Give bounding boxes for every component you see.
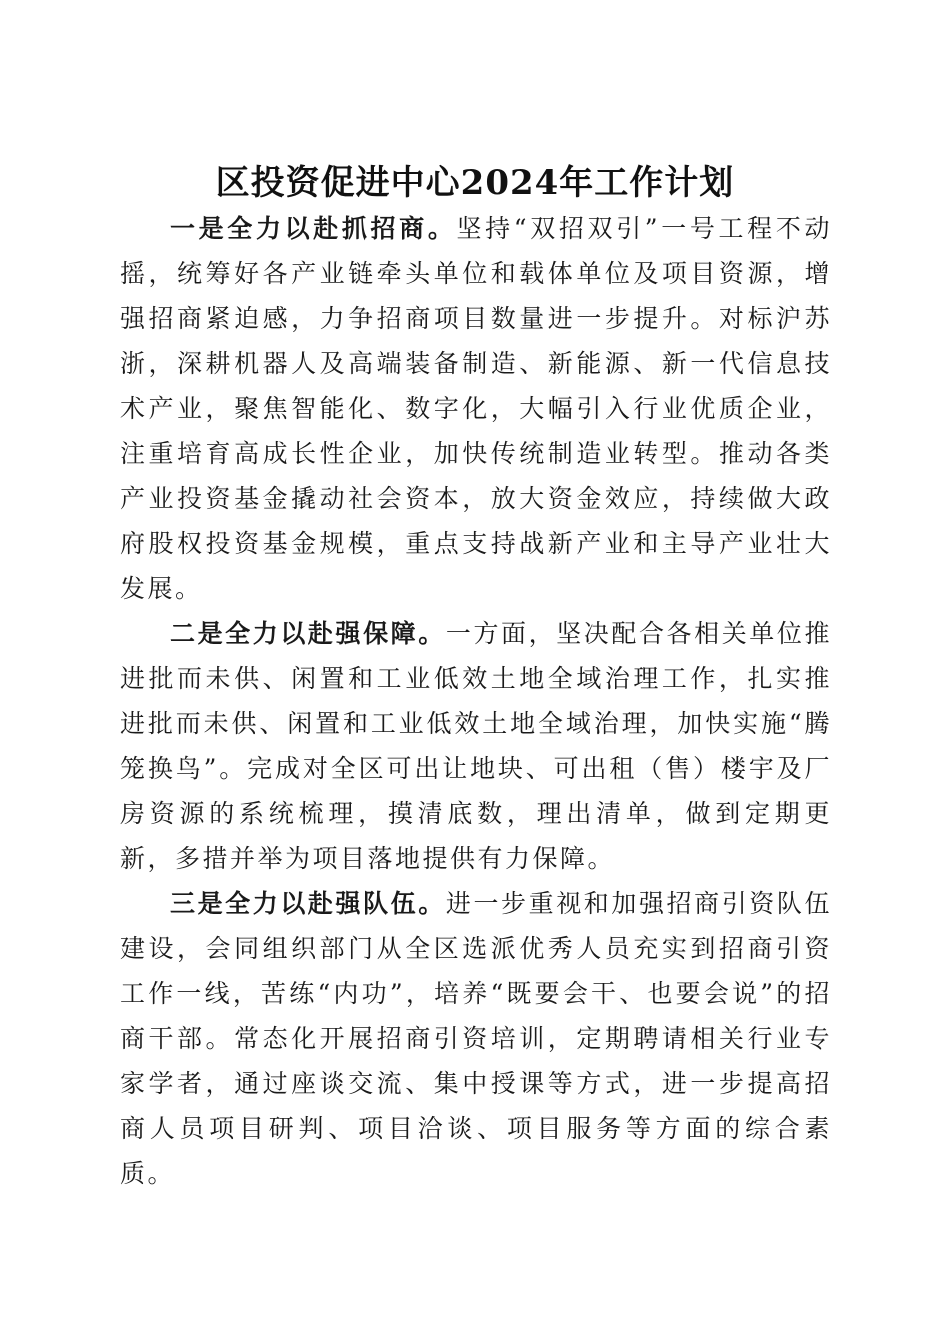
paragraph-lead: 三是全力以赴强队伍。 bbox=[170, 889, 446, 918]
document-body bbox=[120, 206, 832, 1196]
paragraph-recruit-investment bbox=[120, 206, 832, 611]
paragraph-text: 坚持“双招双引”一号工程不动摇，统筹好各产业链牵头单位和载体单位及项目资源，增强招商紧迫感，力争招商项目数量进一步提升。对标沪苏浙，深耕机器人及高端装备制造、新能源、新一代信息技术产业，聚焦智能化、数字化，大幅引入行业优质企业，注重培育高成长性企业，加快传统制造业转型。推动各类产业投资基金撬动社会资本，放大资金效应，持续做大政府股权投资基金规模，重点支持战新产业和主导产业壮大发展。 bbox=[120, 214, 832, 603]
document-title: 区投资促进中心2024年工作计划 bbox=[215, 162, 735, 203]
paragraph-strengthen-support bbox=[120, 611, 832, 881]
paragraph-lead: 二是全力以赴强保障。 bbox=[170, 619, 446, 648]
paragraph-lead: 一是全力以赴抓招商。 bbox=[170, 214, 457, 243]
paragraph-strengthen-team bbox=[120, 881, 832, 1196]
paragraph-text: 一方面，坚决配合各相关单位推进批而未供、闲置和工业低效土地全域治理工作，扎实推进批而未供、闲置和工业低效土地全域治理，加快实施“腾笼换鸟”。完成对全区可出让地块、可出租（售）楼宇及厂房资源的系统梳理，摸清底数，理出清单，做到定期更新，多措并举为项目落地提供有力保障。 bbox=[120, 619, 832, 873]
paragraph-text: 进一步重视和加强招商引资队伍建设，会同组织部门从全区选派优秀人员充实到招商引资工作一线，苦练“内功”，培养“既要会干、也要会说”的招商干部。常态化开展招商引资培训，定期聘请相关行业专家学者，通过座谈交流、集中授课等方式，进一步提高招商人员项目研判、项目洽谈、项目服务等方面的综合素质。 bbox=[120, 889, 832, 1188]
